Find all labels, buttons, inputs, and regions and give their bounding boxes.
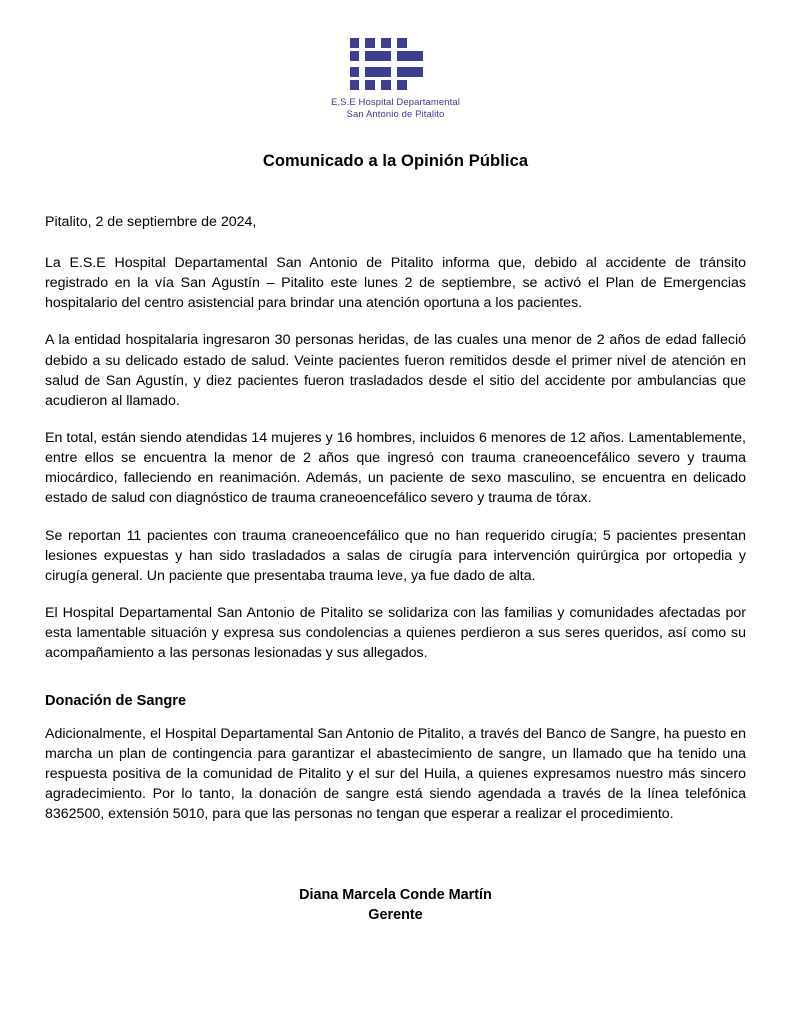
dateline: Pitalito, 2 de septiembre de 2024, xyxy=(45,214,257,231)
signatory-role: Gerente xyxy=(368,906,423,923)
paragraph: La E.S.E Hospital Departamental San Antonio de Pitalito informa que, debido al accidente de tránsito registrado en la vía San Agustín – Pitalito este lunes 2 de septiembre, se activó el Plan de Emergencias hospitalario del centro asistencial para brindar una atención oportuna a los pacientes. xyxy=(45,254,746,312)
paragraph: Se reportan 11 pacientes con trauma craneoencefálico que no han requerido cirugía; 5 pacientes presentan lesiones expuestas y han sido trasladados a salas de cirugía para intervención quirúrgica por ortopedia y cirugía general. Un paciente que presentaba trauma leve, ya fue dado de alta. xyxy=(45,527,746,584)
paragraph: En total, están siendo atendidas 14 mujeres y 16 hombres, incluidos 6 menores de 12 años. Lamentablemente, entre ellos se encuentra la menor de 2 años que ingresó con trauma craneoencefálico severo y trauma miocárdico, falleciendo en reanimación. Además, un paciente de sexo masculino, se encuentra en delicado estado de salud con diagnóstico de trauma craneoencefálico severo y trauma de tórax. xyxy=(45,430,746,507)
paragraph-blood-donation: Adicionalmente, el Hospital Departamental San Antonio de Pitalito, a través del Banco de Sangre, ha puesto en marcha un plan de contingencia para garantizar el abastecimiento de sangre, un llamado que ha tenido una respuesta positiva de la comunidad de Pitalito y el sur del Huila, a quienes expresamos nuestro más sincero agradecimiento. Por lo tanto, la donación de sangre está siendo agendada a través de la línea telefónica 8362500, extensión 5010, para que las personas no tengan que esperar a realizar el procedimiento. xyxy=(45,725,746,823)
signatory-name: Diana Marcela Conde Martín xyxy=(299,887,492,904)
organization-name-line1: E.S.E Hospital Departamental xyxy=(331,97,460,108)
paragraph: El Hospital Departamental San Antonio de Pitalito se solidariza con las familias y comunidades afectadas por esta lamentable situación y expresa sus condolencias a quienes perdieron a sus seres queridos, así como su acompañamiento a las personas lesionadas y sus allegados. xyxy=(45,605,746,662)
document-body xyxy=(45,213,746,824)
section-heading-blood-donation: Donación de Sangre xyxy=(45,692,187,709)
organization-name-line2: San Antonio de Pitalito xyxy=(346,109,445,121)
page-title: Comunicado a la Opinión Pública xyxy=(262,152,529,171)
signature-block xyxy=(45,886,746,924)
organization-name xyxy=(331,97,460,121)
letterhead xyxy=(45,0,746,121)
paragraph: A la entidad hospitalaria ingresaron 30 personas heridas, de las cuales una menor de 2 años de edad falleció debido a su delicado estado de salud. Veinte pacientes fueron remitidos desde el primer nivel de atención en salud de San Agustín, y diez pacientes fueron trasladados desde el sitio del accidente por ambulancias que acudieron al llamado. xyxy=(45,332,746,409)
hospital-block-logo-icon xyxy=(350,38,442,90)
